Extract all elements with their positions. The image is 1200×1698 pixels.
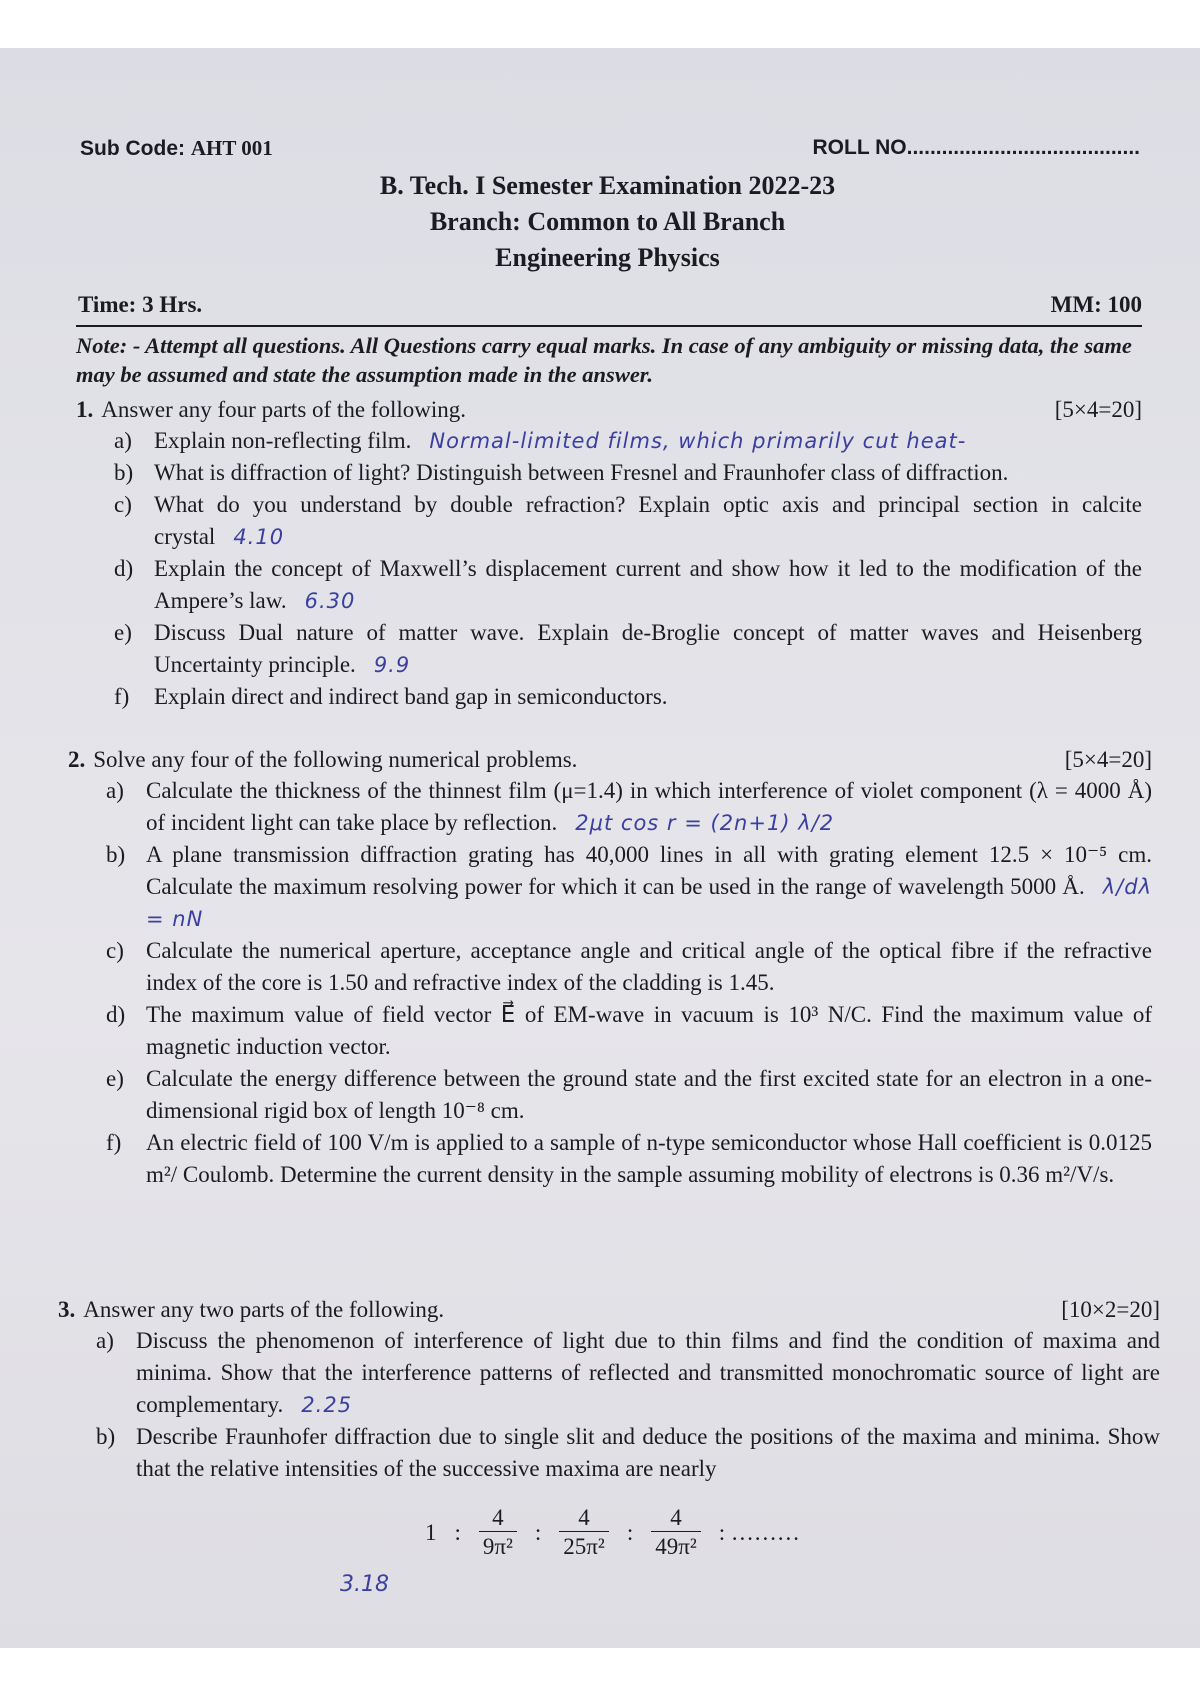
question-1-marks: [5×4=20] [1054, 397, 1142, 422]
ratio-first-term: 1 [425, 1519, 437, 1545]
max-marks: MM: 100 [1050, 292, 1142, 317]
q1-part-e: e) Discuss Dual nature of matter wave. Explain de-Broglie concept of matter waves and Heisenberg Uncertainty principle. 9.9 [114, 620, 1142, 677]
ratio-separator: : [626, 1519, 634, 1545]
q2-part-c: c) Calculate the numerical aperture, acceptance angle and critical angle of the optical fibre if the refractive index of the core is 1.50 and refractive index of the cladding is 1.45. [106, 938, 1152, 995]
q3-part-a: a) Discuss the phenomenon of interference of light due to thin films and find the condition of maxima and minima. Show that the interference patterns of reflected and transmitted monochromatic source of light are complementary. 2.25 [96, 1328, 1160, 1417]
ratio-fraction: $\frac{4}{\text{25π²}}$ [559, 1505, 609, 1560]
handwritten-note: 6.30 [304, 589, 356, 613]
q1-part-f: f) Explain direct and indirect band gap in semiconductors. [114, 684, 668, 709]
question-3-parts [96, 1325, 1160, 1485]
question-2-marks: [5×4=20] [1064, 747, 1152, 772]
q2-part-a: a) Calculate the thickness of the thinnest film (μ=1.4) in which interference of violet component (λ = 4000 Å) of incident light can take place by reflection. 2μt cos r = (2n+1) λ/2 [106, 778, 1152, 835]
handwritten-note: 9.9 [373, 653, 411, 677]
time-allowed: Time: 3 Hrs. [78, 292, 203, 317]
q3-part-b: b) Describe Fraunhofer diffraction due to single slit and deduce the positions of the maxima and minima. Show that the relative intensities of the successive maxima are nearly [96, 1424, 1160, 1481]
q1-part-c: c) What do you understand by double refraction? Explain optic axis and principal section in calcite crystal 4.10 [114, 492, 1142, 549]
question-1 [76, 394, 1142, 713]
header-row [80, 136, 1140, 161]
q2-part-e: e) Calculate the energy difference between the ground state and the first excited state for an electron in a one-dimensional rigid box of length 10⁻⁸ cm. [106, 1066, 1152, 1123]
q2-part-f: f) An electric field of 100 V/m is applied to a sample of n-type semiconductor whose Hall coefficient is 0.0125 m²/ Coulomb. Determine the current density in the sample assuming mobility of electrons is 0.36 m²/V/s. [106, 1130, 1152, 1187]
ratio-separator: : [534, 1519, 542, 1545]
question-3 [58, 1294, 1160, 1485]
ratio-separator: : [454, 1519, 461, 1545]
question-1-heading: 1. Answer any four parts of the following. [5×4=20] [76, 394, 1142, 425]
question-2-parts [106, 775, 1152, 1191]
handwritten-margin-note: 3.18 [340, 1572, 389, 1597]
question-2-heading: 2. Solve any four of the following numerical problems. [5×4=20] [68, 744, 1152, 775]
branch-title: Branch: Common to All Branch [429, 207, 786, 236]
ratio-fraction: $\frac{4}{\text{9π²}}$ [479, 1505, 517, 1560]
q1-part-b: b) What is diffraction of light? Distinguish between Fresnel and Fraunhofer class of diffraction. [114, 460, 1009, 485]
instructions-note: Note: - Attempt all questions. All Questions carry equal marks. In case of any ambiguity or missing data, the same may be assumed and state the assumption made in the answer. [76, 333, 1132, 387]
exam-title: B. Tech. I Semester Examination 2022-23 [379, 171, 836, 200]
intensity-ratio-formula [425, 1505, 800, 1560]
question-1-parts [114, 425, 1142, 713]
ratio-tail: : ……… [718, 1519, 800, 1545]
handwritten-note: 4.10 [233, 525, 285, 549]
roll-no: ROLL NO........................................ [812, 136, 1140, 159]
q2-part-d: d) The maximum value of field vector E⃗ of EM-wave in vacuum is 10³ N/C. Find the maximum value of magnetic induction vector. [106, 1002, 1152, 1059]
sub-code-value: AHT 001 [190, 136, 273, 160]
q1-part-a: a) Explain non-reflecting film. Normal-limited films, which primarily cut heat- [114, 428, 967, 453]
question-3-heading: 3. Answer any two parts of the following. [10×2=20] [58, 1294, 1160, 1325]
handwritten-note: 2.25 [301, 1393, 353, 1417]
sub-code: Sub Code: AHT 001 [80, 136, 273, 160]
q1-part-d: d) Explain the concept of Maxwell’s displacement current and show how it led to the modification of the Ampere’s law. 6.30 [114, 556, 1142, 613]
handwritten-note: Normal-limited films, which primarily cut heat- [429, 429, 967, 453]
question-2 [68, 744, 1152, 1191]
subject-title: Engineering Physics [495, 243, 720, 272]
handwritten-note: λ/dλ = nN [146, 875, 1152, 931]
question-3-marks: [10×2=20] [1061, 1297, 1160, 1322]
ratio-fraction: $\frac{4}{\text{49π²}}$ [651, 1505, 701, 1560]
exam-titles [0, 168, 1200, 276]
q2-part-b: b) A plane transmission diffraction grating has 40,000 lines in all with grating element 12.5 × 10⁻⁵ cm. Calculate the maximum resolving power for which it can be used in the range of wavelength 5000 Å. λ/dλ = nN [106, 842, 1152, 931]
handwritten-note: 2μt cos r = (2n+1) λ/2 [575, 811, 835, 835]
time-marks-row [78, 292, 1142, 318]
header-rule [76, 325, 1142, 327]
